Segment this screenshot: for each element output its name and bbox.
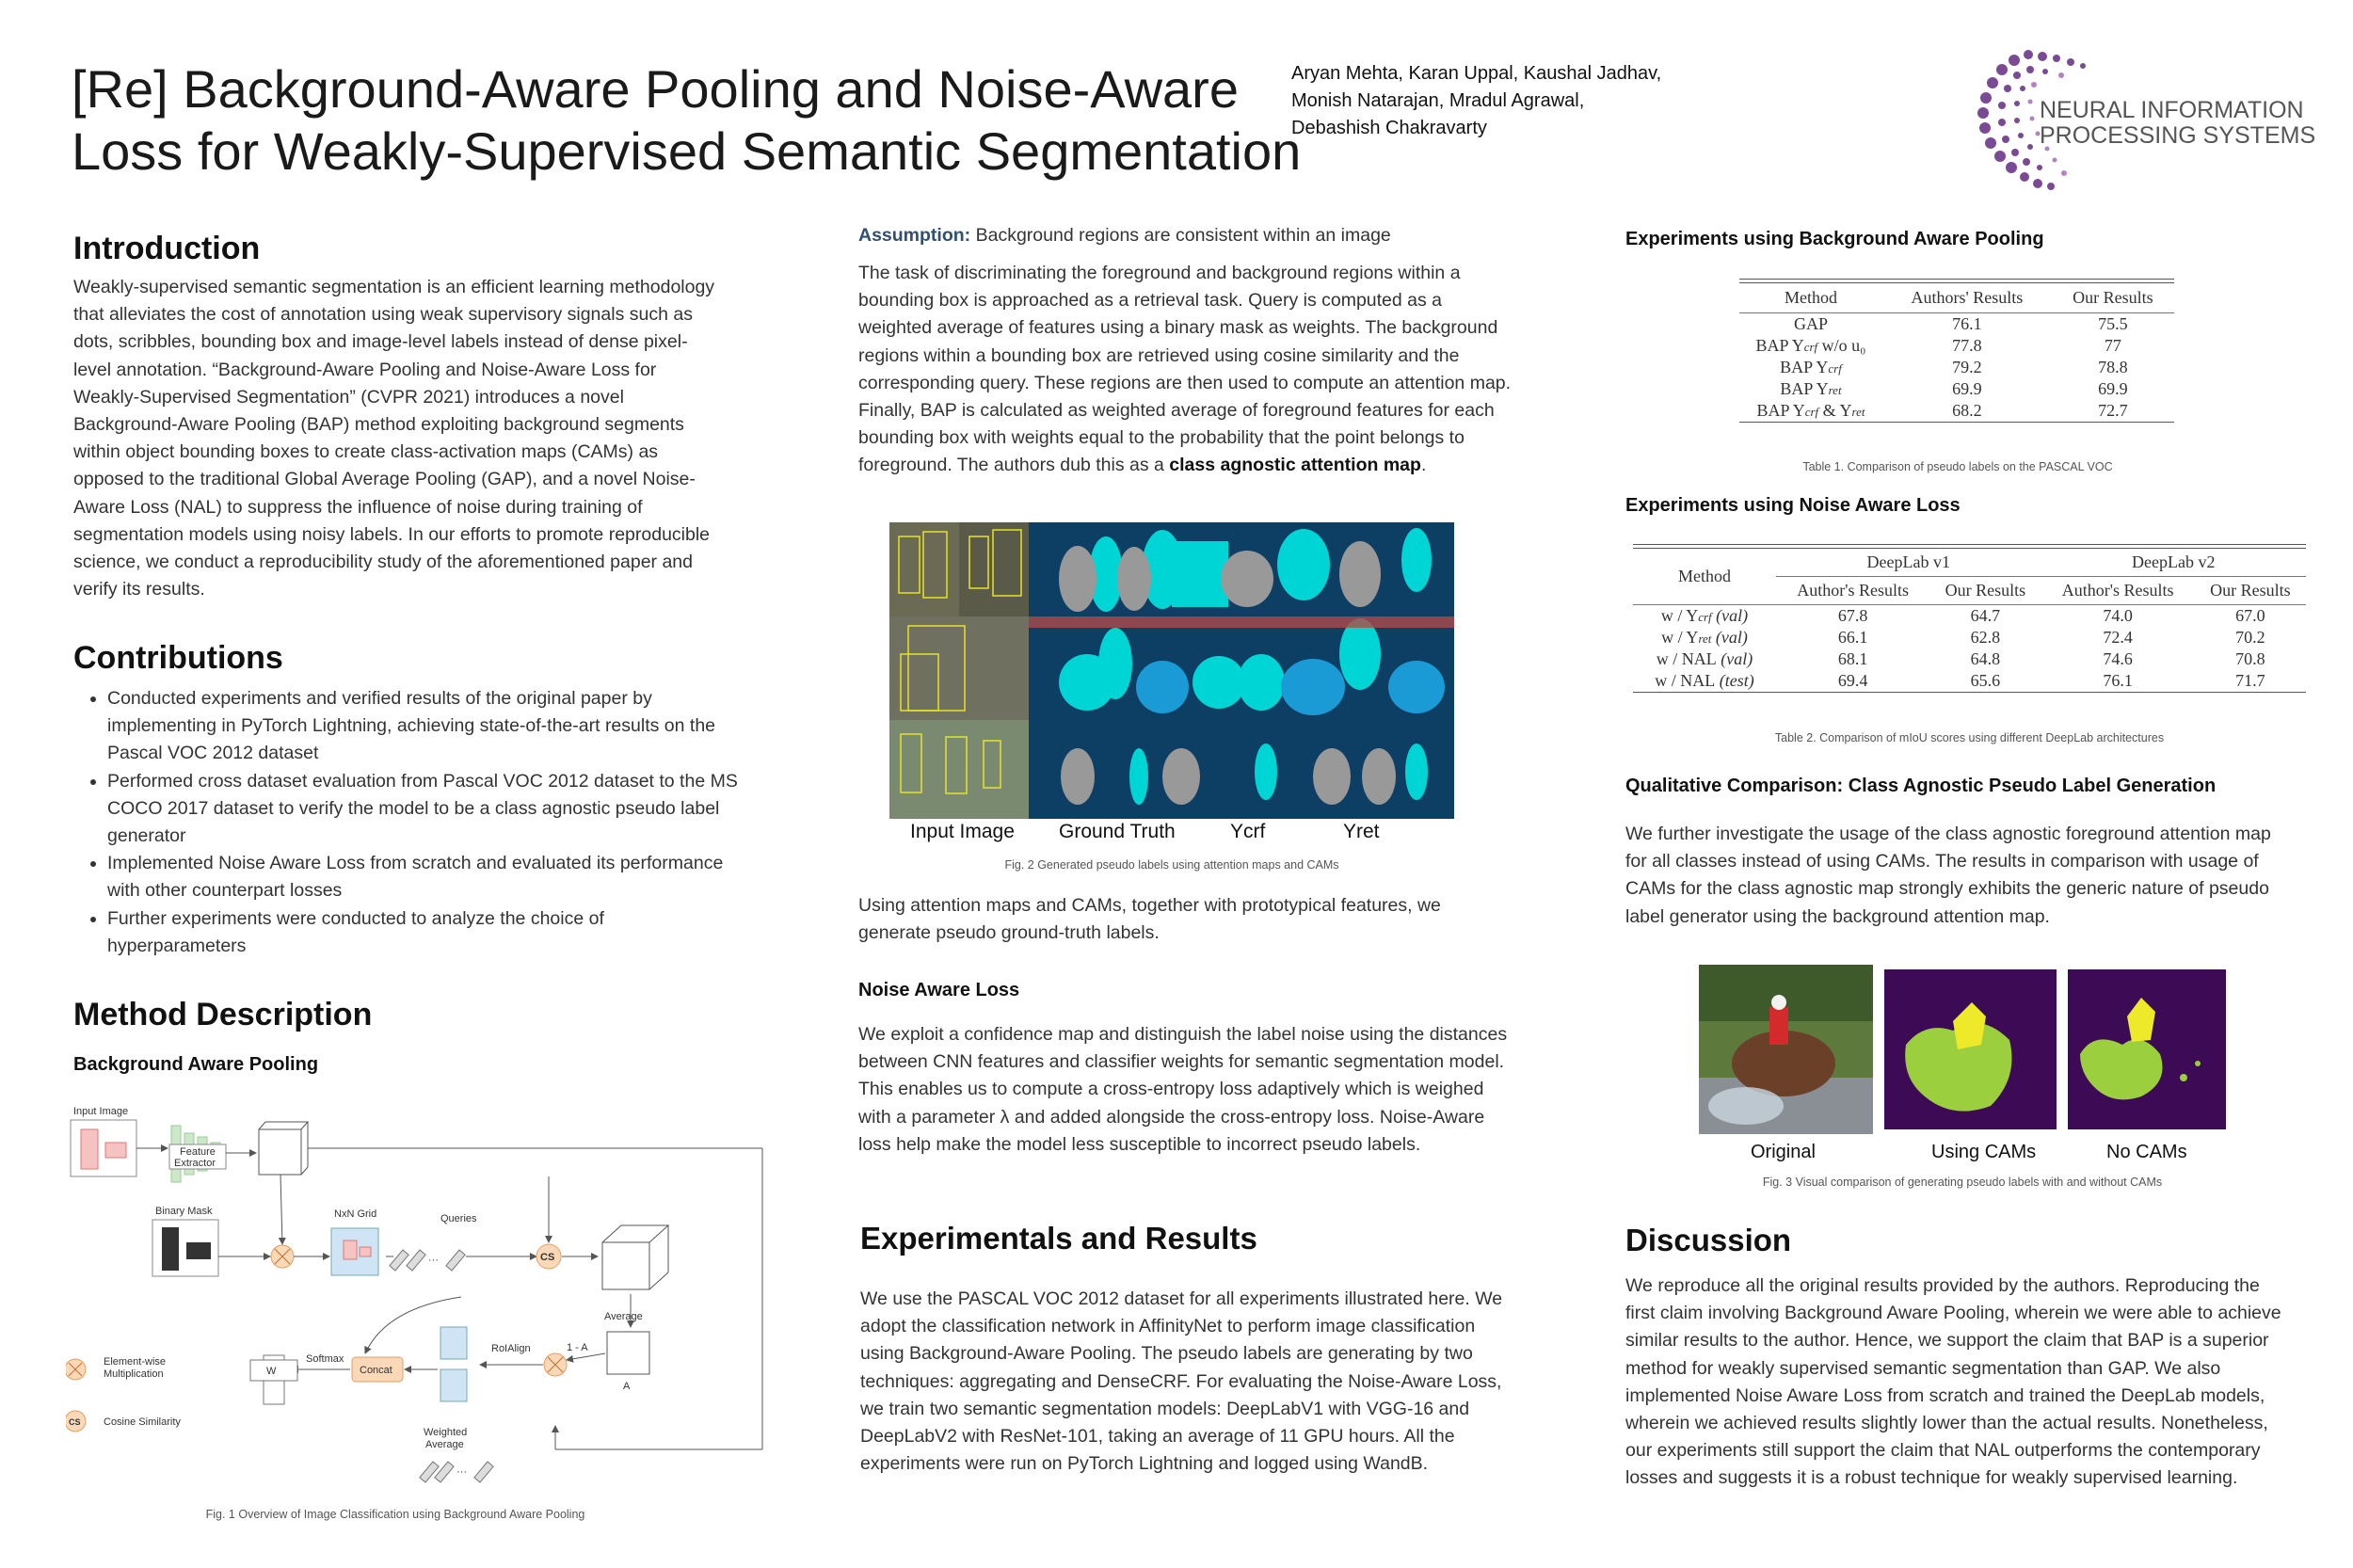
assumption-text: Background regions are consistent within an image <box>970 225 1391 246</box>
table-1-caption: Table 1. Comparison of pseudo labels on the PASCAL VOC <box>1802 460 2113 473</box>
pseudo-label-text: Using attention maps and CAMs, together with prototypical features, we generate pseudo ground-truth labels. <box>858 895 1441 944</box>
table-2-group-v2: DeepLab v2 <box>2041 549 2306 577</box>
svg-text:Queries: Queries <box>440 1213 477 1224</box>
nal-experiments-heading: Experiments using Noise Aware Loss <box>1625 495 1961 516</box>
author-list <box>1291 60 1661 142</box>
svg-text:NEURAL INFORMATION: NEURAL INFORMATION <box>2040 97 2304 123</box>
assumption <box>858 222 1517 249</box>
table-2-method-header: Method <box>1633 549 1776 605</box>
intro-heading: Introduction <box>73 231 261 266</box>
contributions-heading: Contributions <box>73 640 283 676</box>
contribution-item: • Further experiments were conducted to analyze the choice of hyperparameters <box>107 905 747 960</box>
figure-3-caption: Fig. 3 Visual comparison of generating pseudo labels with and without CAMs <box>1762 1176 2163 1189</box>
svg-text:RoIAlign: RoIAlign <box>491 1343 531 1354</box>
bap-experiments-heading: Experiments using Background Aware Pooling <box>1625 229 2044 249</box>
fig3-label-original: Original <box>1751 1142 1816 1162</box>
intro-text: Weakly-supervised semantic segmentation is an efficient learning methodology that alleviates the cost of annotation using weak supervisory signals such as dots, scribbles, bounding box and image-level labels instead of dense pixel-level annotation. “Background-Aware Pooling and Noise-Aware Loss for Weakly-Supervised Segmentation” (CVPR 2021) introduces a novel Background-Aware Pooling (BAP) method exploiting background segments within object bounding boxes to create class-activation maps (CAMs) as opposed to the traditional Global Average Pooling (GAP), and a novel Noise-Aware Loss (NAL) to suppress the influence of noise during training of segmentation models using noisy labels. In our efforts to promote reproducible science, we conduct a reproducibility study of the aforementioned paper and verify its results. <box>73 277 715 600</box>
table-row: BAP Ycrf & Yret 68.2 72.7 <box>1739 400 2174 423</box>
authors-line-3: Debashish Chakravarty <box>1291 118 1487 138</box>
bap-description-bold: class agnostic attention map <box>1169 455 1421 476</box>
figure-3-comparison <box>1699 965 2226 1134</box>
table-1-header: Method <box>1785 288 1837 307</box>
bap-description-text: The task of discriminating the foreground and background regions within a bounding box is approached as a retrieval task. Query is computed as a weighted average of features using a binary mask as weights. The background regions within a bounding box are retrieved using cosine similarity and the corresponding query. These regions are then used to compute an attention map. Finally, BAP is calculated as weighted average of foreground features for each bounding box with weights equal to the probability that the point belongs to foreground. The authors dub this as a <box>858 263 1512 476</box>
fig2-label-input: Input Image <box>910 821 1015 842</box>
bap-subheading: Background Aware Pooling <box>73 1054 319 1075</box>
table-2-subheader: Author's Results <box>2061 581 2174 600</box>
neurips-logo <box>1972 47 2320 198</box>
authors-line-1: Aryan Mehta, Karan Uppal, Kaushal Jadhav, <box>1291 63 1662 84</box>
svg-text:···: ··· <box>456 1466 467 1478</box>
contribution-item: • Conducted experiments and verified results of the original paper by implementing in PyTorch Lightning, achieving state-of-the-art results on the Pascal VOC 2012 dataset <box>107 685 747 768</box>
table-row: BAP Yret 69.9 69.9 <box>1780 379 2128 398</box>
nal-text: We exploit a confidence map and distinguish the label noise using the distances between CNN features and classifier weights for semantic segmentation model. This enables us to compute a cross-entropy loss adaptively which is weighed with a parameter λ and added alongside the cross-entropy loss. Noise-Aware loss help make the model less susceptible to incorrect pseudo labels. <box>858 1024 1508 1155</box>
table-2-group-v1: DeepLab v1 <box>1776 549 2041 577</box>
fig2-label-ground-truth: Ground Truth <box>1059 821 1176 842</box>
qualitative-text: We further investigate the usage of the class agnostic foreground attention map for all classes instead of using CAMs. The results in comparison with usage of CAMs for the class agnostic map strongly exhibits the generic nature of pseudo label generator using the background attention map. <box>1625 824 2271 927</box>
qualitative-heading: Qualitative Comparison: Class Agnostic Pseudo Label Generation <box>1625 776 2217 796</box>
experiments-heading: Experimentals and Results <box>860 1221 1257 1256</box>
experiments-text: We use the PASCAL VOC 2012 dataset for all experiments illustrated here. We adopt the classification network in AffinityNet to perform image classification using Background-Aware Pooling. The pseudo labels are generating by two techniques: aggregating and DenseCRF. For evaluating the Noise-Aware Loss, we train two semantic segmentation models: DeepLabV1 with VGG-16 and DeepLabV2 with ResNet-101, taking an average of 11 GPU hours. All the experiments were run on PyTorch Lightning and logged using WandB. <box>860 1288 1503 1475</box>
svg-text:Average: Average <box>604 1311 643 1322</box>
svg-text:Binary Mask: Binary Mask <box>155 1206 213 1217</box>
figure-2-labels <box>889 821 1454 849</box>
svg-text:CS: CS <box>69 1417 81 1427</box>
table-1-header: Authors' Results <box>1911 288 2024 307</box>
svg-text:Cosine Similarity: Cosine Similarity <box>104 1416 181 1428</box>
table-row: w / NAL (test) 69.4 65.6 76.1 71.7 <box>1633 670 2306 693</box>
svg-text:Extractor: Extractor <box>174 1158 216 1169</box>
nal-heading: Noise Aware Loss <box>858 980 1020 1000</box>
svg-text:···: ··· <box>428 1255 439 1266</box>
table-row: w / NAL (val) 68.1 64.8 74.6 70.8 <box>1656 649 2265 668</box>
table-2 <box>1633 544 2306 693</box>
table-row: w / Yret (val) 66.1 62.8 72.4 70.2 <box>1661 628 2265 647</box>
svg-text:Multiplication: Multiplication <box>104 1368 164 1380</box>
title-line-2: Loss for Weakly-Supervised Semantic Segmentation <box>72 121 1302 181</box>
table-row: BAP Ycrf w/o u₀ 77.8 77 <box>1755 336 2121 355</box>
fig2-label-yret: Yret <box>1343 821 1380 842</box>
svg-text:Input Image: Input Image <box>73 1106 129 1117</box>
discussion-heading: Discussion <box>1625 1223 1792 1257</box>
table-1-header: Our Results <box>2073 288 2153 307</box>
svg-text:Softmax: Softmax <box>306 1353 344 1365</box>
figure-1-diagram <box>66 1101 781 1496</box>
contributions-list <box>73 685 747 960</box>
fig2-label-ycrf: Ycrf <box>1230 821 1266 842</box>
title-line-1: [Re] Background-Aware Pooling and Noise-Aware <box>72 59 1239 119</box>
table-1 <box>1739 279 2174 423</box>
table-2-subheader: Our Results <box>1945 581 2026 600</box>
svg-text:A: A <box>623 1381 631 1392</box>
svg-text:NxN Grid: NxN Grid <box>334 1208 377 1220</box>
discussion-text: We reproduce all the original results provided by the authors. Reproducing the first claim involving Background Aware Pooling, wherein we were able to achieve similar results to the author. Hence, we support the claim that BAP is a superior method for weakly supervised semantic segmentation than GAP. We also implemented Noise Aware Loss from scratch and trained the DeepLab models, wherein we achieved results slightly lower than the actual results. Nonetheless, our experiments still support the claim that NAL outperforms the contemporary losses and suggests it is a robust technique for weakly supervised learning. <box>1625 1275 2281 1489</box>
svg-text:1 - A: 1 - A <box>567 1342 588 1353</box>
svg-text:PROCESSING SYSTEMS: PROCESSING SYSTEMS <box>2040 122 2316 149</box>
svg-text:Weighted: Weighted <box>424 1427 468 1438</box>
table-2-caption: Table 2. Comparison of mIoU scores using different DeepLab architectures <box>1774 731 2165 744</box>
table-2-subheader: Author's Results <box>1797 581 1909 600</box>
figure-2-caption: Fig. 2 Generated pseudo labels using attention maps and CAMs <box>1004 858 1339 872</box>
neurips-logo-icon <box>1972 47 2320 198</box>
authors-line-2: Monish Natarajan, Mradul Agrawal, <box>1291 90 1585 111</box>
contribution-item: • Implemented Noise Aware Loss from scratch and evaluated its performance with other counterpart losses <box>107 850 747 904</box>
figure-1-caption: Fig. 1 Overview of Image Classification using Background Aware Pooling <box>205 1508 585 1521</box>
svg-text:Concat: Concat <box>360 1365 392 1376</box>
table-row: GAP 76.1 75.5 <box>1793 314 2128 333</box>
table-2-subheader: Our Results <box>2210 581 2291 600</box>
bap-description <box>858 260 1517 480</box>
fig3-label-using-cams: Using CAMs <box>1931 1142 2037 1162</box>
svg-text:W: W <box>266 1366 277 1377</box>
method-heading: Method Description <box>73 997 373 1032</box>
bap-description-end: . <box>1420 455 1427 476</box>
poster-title <box>72 58 1302 183</box>
svg-text:Element-wise: Element-wise <box>104 1356 167 1368</box>
svg-text:CS: CS <box>540 1252 555 1263</box>
figure-2-pseudo-labels <box>889 522 1454 819</box>
table-row: BAP Ycrf 79.2 78.8 <box>1780 358 2128 376</box>
table-row: w / Ycrf (val) 67.8 64.7 74.0 67.0 <box>1660 606 2265 625</box>
assumption-label: Assumption: <box>858 225 971 246</box>
fig3-label-no-cams: No CAMs <box>2106 1142 2187 1162</box>
figure-3-labels <box>1699 1142 2226 1170</box>
svg-text:Feature: Feature <box>180 1146 216 1158</box>
contribution-item: • Performed cross dataset evaluation from Pascal VOC 2012 dataset to the MS COCO 2017 dataset to verify the model to be a class agnostic pseudo label generator <box>107 768 747 851</box>
svg-text:Average: Average <box>425 1439 464 1450</box>
